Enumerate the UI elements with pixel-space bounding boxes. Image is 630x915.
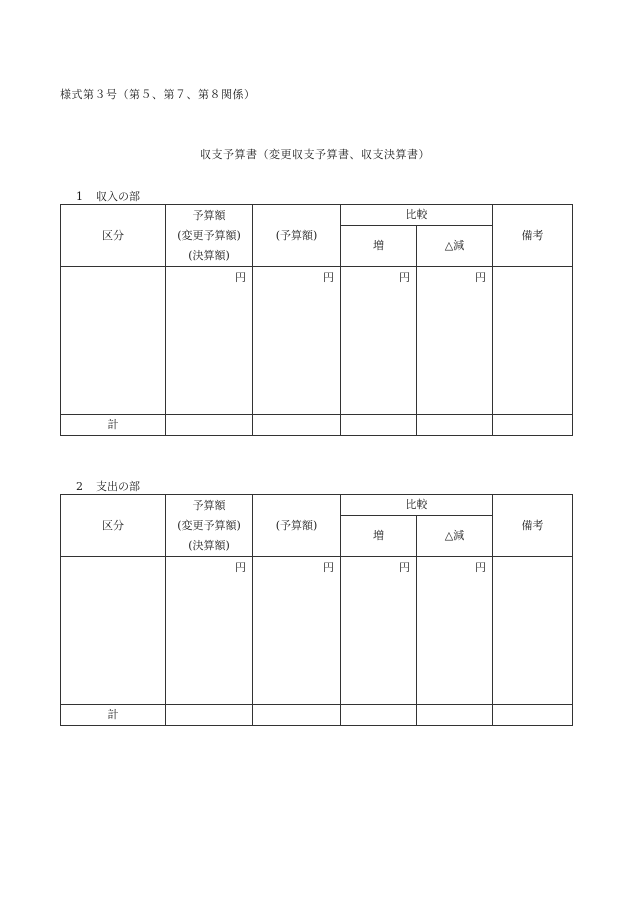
table-row <box>61 267 573 415</box>
col-budget <box>166 205 253 267</box>
section-name: 収入の部 <box>96 190 140 203</box>
total-increase-cell[interactable] <box>341 705 417 726</box>
budget-label: 予算額 <box>192 498 226 512</box>
col-category: 区分 <box>61 205 166 267</box>
section-title-expense <box>76 478 140 494</box>
total-row <box>61 705 573 726</box>
header-row <box>61 205 573 226</box>
decrease-cell[interactable]: 円 <box>417 267 493 415</box>
income-table <box>60 204 573 436</box>
total-decrease-cell[interactable] <box>417 415 493 436</box>
total-prev-budget-cell[interactable] <box>253 415 341 436</box>
total-label: 計 <box>61 415 166 436</box>
section-number: 2 <box>76 480 83 493</box>
section-title-income <box>76 188 140 204</box>
total-prev-budget-cell[interactable] <box>253 705 341 726</box>
prev-budget-cell[interactable]: 円 <box>253 557 341 705</box>
budget-cell[interactable]: 円 <box>166 557 253 705</box>
settlement-label: (決算額) <box>188 248 230 262</box>
document-title: 収支予算書（変更収支予算書、収支決算書） <box>200 148 430 161</box>
col-increase: 増 <box>341 516 417 557</box>
category-cell[interactable] <box>61 557 166 705</box>
total-row <box>61 415 573 436</box>
col-decrease: △減 <box>417 516 493 557</box>
total-remarks-cell[interactable] <box>493 705 573 726</box>
col-decrease: △減 <box>417 226 493 267</box>
budget-label: 予算額 <box>192 208 226 222</box>
section-name: 支出の部 <box>96 480 140 493</box>
col-remarks: 備考 <box>493 205 573 267</box>
col-prev-budget: (予算額) <box>253 495 341 557</box>
increase-cell[interactable]: 円 <box>341 557 417 705</box>
increase-cell[interactable]: 円 <box>341 267 417 415</box>
header-row <box>61 495 573 516</box>
col-budget <box>166 495 253 557</box>
expense-table <box>60 494 573 726</box>
changed-budget-label: (変更予算額) <box>177 518 241 532</box>
col-remarks: 備考 <box>493 495 573 557</box>
col-prev-budget: (予算額) <box>253 205 341 267</box>
changed-budget-label: (変更予算額) <box>177 228 241 242</box>
total-decrease-cell[interactable] <box>417 705 493 726</box>
budget-cell[interactable]: 円 <box>166 267 253 415</box>
table-row <box>61 557 573 705</box>
total-label: 計 <box>61 705 166 726</box>
remarks-cell[interactable] <box>493 557 573 705</box>
total-increase-cell[interactable] <box>341 415 417 436</box>
total-remarks-cell[interactable] <box>493 415 573 436</box>
col-increase: 増 <box>341 226 417 267</box>
remarks-cell[interactable] <box>493 267 573 415</box>
col-category: 区分 <box>61 495 166 557</box>
prev-budget-cell[interactable]: 円 <box>253 267 341 415</box>
col-comparison: 比較 <box>341 205 493 226</box>
decrease-cell[interactable]: 円 <box>417 557 493 705</box>
col-comparison: 比較 <box>341 495 493 516</box>
total-budget-cell[interactable] <box>166 705 253 726</box>
category-cell[interactable] <box>61 267 166 415</box>
settlement-label: (決算額) <box>188 538 230 552</box>
total-budget-cell[interactable] <box>166 415 253 436</box>
section-number: 1 <box>76 190 83 203</box>
form-number: 様式第３号（第５、第７、第８関係） <box>60 88 256 101</box>
